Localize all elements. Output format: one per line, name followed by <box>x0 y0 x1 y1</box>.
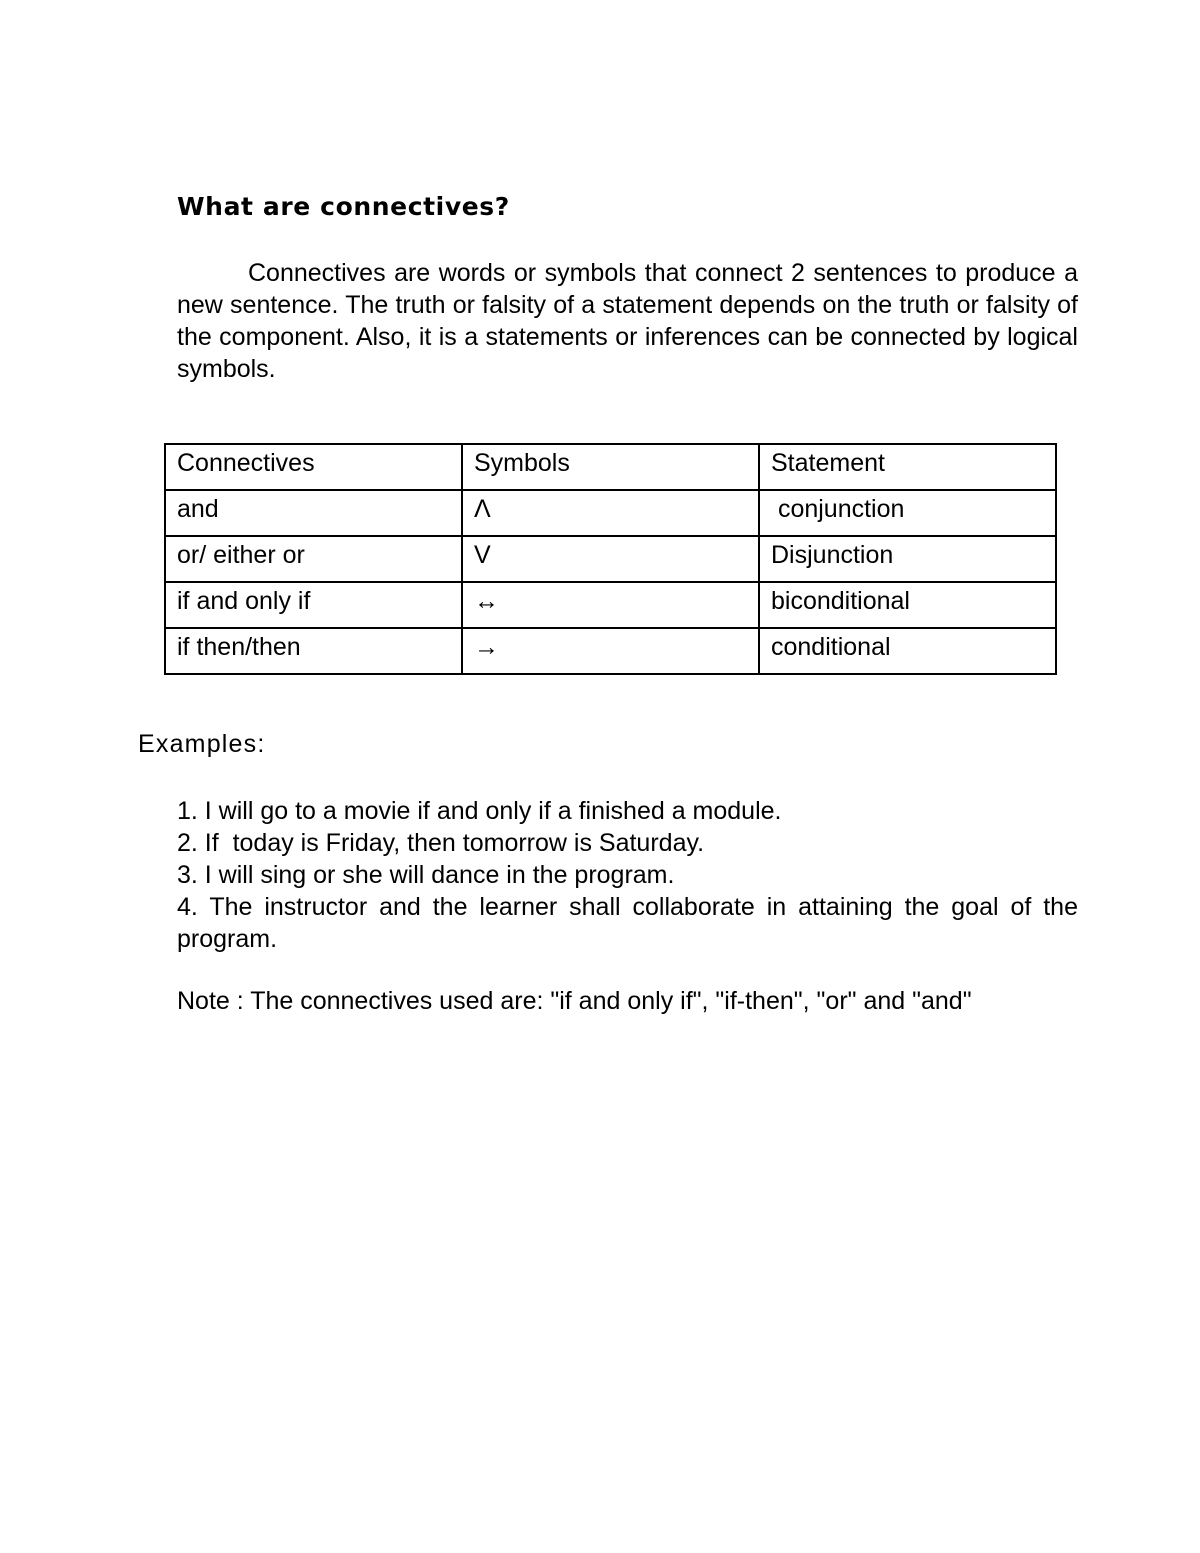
table-row <box>165 536 1056 582</box>
intro-paragraph: Connectives are words or symbols that connect 2 sentences to produce a new sentence. The truth or falsity of a statement depends on the truth or falsity of the component. Also, it is a statements or inferences can be connected by logical symbols. <box>177 259 1078 383</box>
cell-symbol: V <box>462 536 759 582</box>
cell-connective: if then/then <box>165 628 462 674</box>
list-item: 4. The instructor and the learner shall collaborate in attaining the goal of the program. <box>177 893 1078 953</box>
examples-label: Examples: <box>138 730 266 758</box>
header-symbols: Symbols <box>462 444 759 490</box>
table-row <box>165 628 1056 674</box>
cell-symbol: → <box>462 628 759 674</box>
cell-statement: conditional <box>759 628 1056 674</box>
note-text: Note : The connectives used are: "if and only if", "if-then", "or" and "and" <box>177 987 972 1015</box>
header-connectives: Connectives <box>165 444 462 490</box>
examples-list <box>177 795 1078 955</box>
cell-symbol: ↔ <box>462 582 759 628</box>
cell-connective: or/ either or <box>165 536 462 582</box>
list-item: 1. I will go to a movie if and only if a finished a module. <box>177 797 782 825</box>
cell-statement: conjunction <box>759 490 1056 536</box>
list-item: 2. If today is Friday, then tomorrow is Saturday. <box>177 829 705 857</box>
page-heading: What are connectives? <box>177 192 510 221</box>
cell-statement: Disjunction <box>759 536 1056 582</box>
list-item: 3. I will sing or she will dance in the program. <box>177 861 675 889</box>
table-row <box>165 490 1056 536</box>
cell-connective: if and only if <box>165 582 462 628</box>
connectives-table <box>164 443 1057 675</box>
cell-statement: biconditional <box>759 582 1056 628</box>
cell-connective: and <box>165 490 462 536</box>
cell-symbol: Λ <box>462 490 759 536</box>
table-header-row <box>165 444 1056 490</box>
table-row <box>165 582 1056 628</box>
header-statement: Statement <box>759 444 1056 490</box>
